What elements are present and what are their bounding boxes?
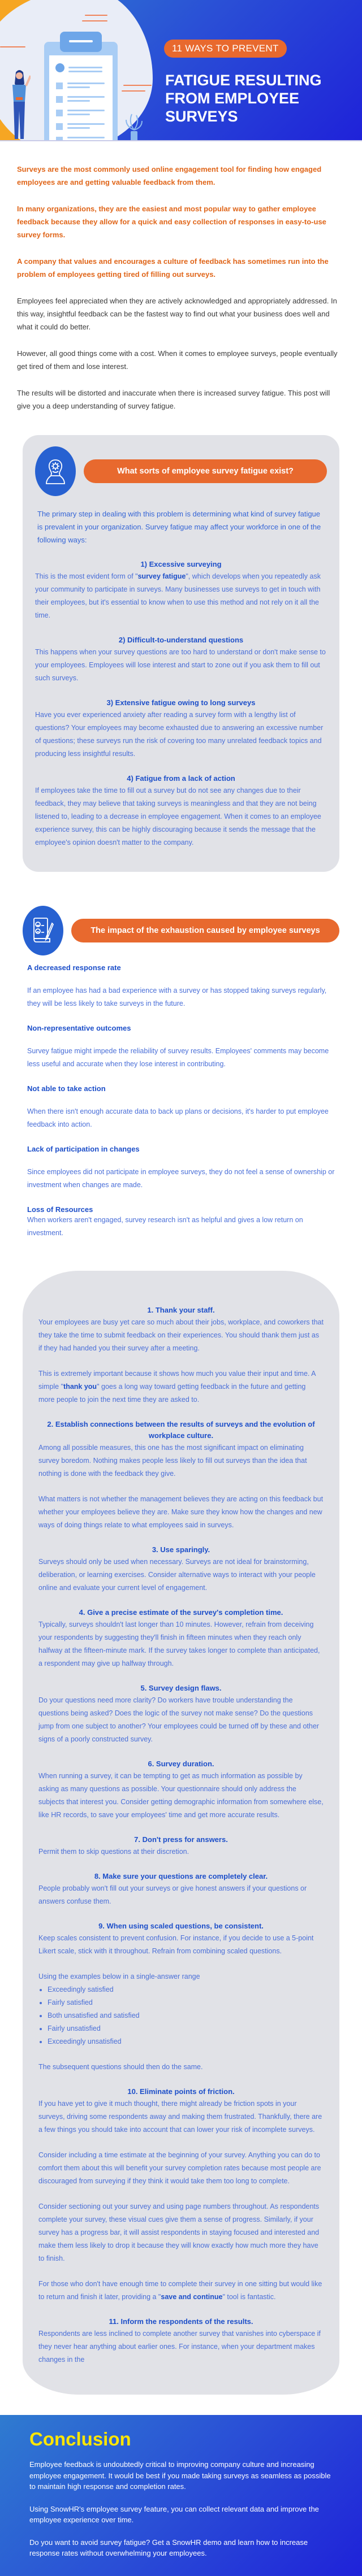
- intro-highlight: Surveys are the most commonly used online engagement tool for finding how engaged employees are and getting valuable feedback from them.: [17, 165, 322, 186]
- intro-highlight: In many organizations, they are the easiest and most popular way to gather employee feedback because they allow for a quick and easy collection of responses in easy-to-use survey forms.: [17, 205, 326, 239]
- conclusion-paragraph: Do you want to avoid survey fatigue? Get a SnowHR demo and learn how to increase response rates without overwhelming your employees.: [29, 2538, 308, 2557]
- tip-item: [38, 1834, 324, 1858]
- intro-section: [0, 141, 362, 412]
- decorative-dash: [123, 85, 152, 86]
- conclusion-paragraph: Employee feedback is undoubtedly critical to improving company culture and increasing employee engagement. It would be best if you made taking surveys as seamless as possible to maintain high response and completion rates.: [29, 2460, 331, 2491]
- avatar-icon: [55, 63, 64, 72]
- conclusion-section: [0, 2415, 362, 2576]
- item-title: 2) Difficult-to-understand questions: [118, 636, 244, 644]
- tip-title: 6. Survey duration.: [148, 1760, 214, 1768]
- clipboard-illustration: [44, 42, 118, 141]
- tip-list-intro: Using the examples below in a single-answer range: [38, 1973, 200, 1980]
- card-header: [35, 446, 327, 496]
- tip-body: Consider including a time estimate at the beginning of your survey. Anything you can do to comfort them about this will benefit your survey completion rates because most people are discouraged from surveying if they think it would take them too long to complete.: [38, 2151, 321, 2185]
- intro-paragraph: The results will be distorted and inaccurate when there is increased survey fatigue. This post will give you a deep understanding of survey fatigue.: [17, 389, 330, 410]
- fatigue-types-card: [23, 435, 339, 872]
- tip-title: 3. Use sparingly.: [152, 1545, 210, 1554]
- intro-paragraph: However, all good things come with a cost. When it comes to employee surveys, people eventually get tired of them and lose interest.: [17, 349, 338, 371]
- tip-body: If you have yet to give it much thought, there might already be friction spots in your surveys, driving some respondents away and making them frustrated. Thankfully, there are a few things you should take into account that can lower your risk of incomplete surveys.: [38, 2100, 322, 2134]
- tip-item: [38, 1607, 324, 1670]
- tip-body: Your employees are busy yet care so much about their jobs, workplace, and coworkers that they take the time to submit feedback on their experiences. You should thank them just as if they had handed you their survey after a meeting.: [38, 1318, 324, 1352]
- tip-body: This is extremely important because it shows how much you value their input and time. A simple "thank you" goes a long way toward getting feedback in the future and getting more people to join the next time they are asked to.: [38, 1370, 316, 1404]
- tip-title: 9. When using scaled questions, be consistent.: [98, 1922, 264, 1930]
- impact-header: [23, 906, 339, 955]
- hero-badge: 11 WAYS TO PREVENT: [164, 40, 287, 58]
- fatigue-type-item: [35, 773, 327, 849]
- page-title: FATIGUE RESULTING FROM EMPLOYEE SURVEYS: [165, 72, 322, 125]
- impact-item-title: Non-representative outcomes: [27, 1024, 131, 1032]
- fatigue-type-item: [35, 635, 327, 685]
- tip-body: Surveys should only be used when necessary. Surveys are not ideal for brainstorming, deliberation, or learning exercises. Consider alternative ways to interact with your people online and evaluate your current level of engagement.: [38, 1558, 316, 1592]
- decorative-dash: [0, 46, 25, 47]
- item-title: 4) Fatigue from a lack of action: [127, 774, 235, 783]
- tip-item: [38, 1683, 324, 1746]
- list-item: • Exceedingly satisfied: [48, 1983, 324, 1996]
- list-item: • Fairly unsatisfied: [48, 2022, 324, 2035]
- tip-title: 1. Thank your staff.: [147, 1306, 215, 1314]
- conclusion-heading: Conclusion: [29, 2429, 131, 2449]
- tip-item: [38, 1921, 324, 2074]
- tip-body: When running a survey, it can be tempting to get as much information as possible by asking as many questions as possible. Your questionnaire should only address the subjects that interest you. Consider getting demographic information from somewhere else, like HR records, to save your employees' time and get more accurate results.: [38, 1772, 324, 1819]
- tip-body: Permit them to skip questions at their discretion.: [38, 1848, 189, 1856]
- tip-item: [38, 2086, 324, 2304]
- tip-item: [38, 1758, 324, 1822]
- plant-illustration: [126, 113, 143, 141]
- decorative-dash: [85, 15, 107, 16]
- impact-item-body: When workers aren't engaged, survey research isn't as helpful and gives a low return on investment.: [27, 1216, 303, 1237]
- fatigue-type-item: [35, 697, 327, 761]
- tip-body: Among all possible measures, this one has the most significant impact on eliminating survey boredom. Nothing makes people less likely to fill out surveys than the idea that nothing is done with the feedback they give.: [38, 1444, 307, 1478]
- tip-body: People probably won't fill out your surveys or give honest answers if your questions or answers confuse them.: [38, 1884, 307, 1905]
- conclusion-paragraph: Using SnowHR's employee survey feature, you can collect relevant data and improve the employee experience over time.: [29, 2504, 319, 2524]
- tip-item: [38, 1544, 324, 1595]
- tip-title: 8. Make sure your questions are completely clear.: [94, 1872, 268, 1880]
- impact-item-body: Survey fatigue might impede the reliability of survey results. Employees' comments may become less useful and accurate when they lose interest in contributing.: [27, 1047, 329, 1068]
- tip-item: [38, 1305, 324, 1406]
- tip-item: [38, 1419, 324, 1532]
- impact-item-title: Lack of participation in changes: [27, 1145, 140, 1153]
- fatigue-type-item: [35, 559, 327, 622]
- item-body: This is the most evident form of "survey fatigue", which develops when you repeatedly ask your community to participate in surveys. Many businesses use surveys to get in touch with their employees, but it's essential to know when to use this method and not rely on it all the time.: [35, 572, 321, 619]
- tip-body: Consider sectioning out your survey and using page numbers throughout. As respondents complete your survey, these visual cues give them a sense of progress. Similarly, if your survey has a progress bar, it will assist respondents in staying focused and interested and make them less likely to drop it because they will know exactly how much more they have to finish.: [38, 2203, 320, 2262]
- impact-item-body: Since employees did not participate in employee surveys, they do not feel a sense of ownership or investment when changes are made.: [27, 1168, 335, 1189]
- decorative-dash: [122, 90, 145, 92]
- section-lead: The primary step in dealing with this problem is determining what kind of survey fatigue is prevalent in your organization. Survey fatigue may affect your workforce in one of the following ways:: [37, 510, 321, 544]
- item-title: 3) Extensive fatigue owing to long surveys: [106, 698, 256, 707]
- item-body: If employees take the time to fill out a survey but do not see any changes due to their feedback, they may believe that taking surveys is meaningless and that they are not being listened to, leading to a decrease in employee engagement. When it comes to an employee experience survey, this can be highly discouraging because it sends the message that the employee's opinion doesn't matter to the company.: [35, 787, 321, 846]
- likert-scale-list: [48, 1983, 324, 2048]
- tip-title: 2. Establish connections between the results of surveys and the evolution of workplace culture.: [47, 1420, 315, 1440]
- hero-banner: [0, 0, 362, 141]
- tip-body: For those who don't have enough time to complete their survey in one sitting but would like to return and finish it later, providing a "save and continue" tool is fantastic.: [38, 2280, 322, 2301]
- clipboard-paper: [49, 55, 113, 141]
- section-heading-pill: What sorts of employee survey fatigue exist?: [84, 459, 327, 483]
- list-item: • Exceedingly unsatisfied: [48, 2035, 324, 2048]
- item-title: 1) Excessive surveying: [140, 560, 222, 568]
- impact-item-body: When there isn't enough accurate data to back up plans or decisions, it's harder to put employee feedback into action.: [27, 1107, 329, 1128]
- intro-highlight: A company that values and encourages a culture of feedback has sometimes run into the problem of employees getting tired of filling out surveys.: [17, 257, 329, 279]
- clipboard-clip: [60, 32, 102, 52]
- tip-title: 7. Don't press for answers.: [134, 1835, 228, 1844]
- tip-body: What matters is not whether the management believes they are acting on this feedback but whether your employees believe they are. Make sure they know how the changes and new ways of doing things relate to what employees said in surveys.: [38, 1495, 324, 1529]
- prevention-tips-card: [23, 1271, 339, 2395]
- tip-title: 11. Inform the respondents of the results.: [109, 2317, 253, 2326]
- decorative-dash: [82, 20, 107, 21]
- impact-item-title: A decreased response rate: [27, 963, 121, 972]
- impact-item-body: If an employee has had a bad experience with a survey or has stopped taking surveys regularly, they will be less likely to take surveys in the future.: [27, 987, 327, 1007]
- item-body: This happens when your survey questions are too hard to understand or don't make sense to your employees. Employees will lose interest and start to zone out if you ask them to fill out such surveys.: [35, 648, 326, 682]
- impact-item-title: Loss of Resources: [27, 1205, 93, 1214]
- impact-section: [0, 906, 362, 1240]
- person-gear-head-icon: [35, 446, 76, 496]
- tip-body: Do your questions need more clarity? Do workers have trouble understanding the questions being asked? Does the logic of the survey not make sense? Do the questions jump from one subject to another? Your employees could be turned off by these and other signs of a poorly constructed survey.: [38, 1696, 319, 1743]
- impact-item-title: Not able to take action: [27, 1084, 106, 1093]
- tip-title: 10. Eliminate points of friction.: [127, 2087, 235, 2096]
- tip-title: 5. Survey design flaws.: [140, 1684, 222, 1692]
- list-item: • Fairly satisfied: [48, 1996, 324, 2009]
- intro-paragraph: Employees feel appreciated when they are actively acknowledged and appropriately addressed. In this way, insightful feedback can be the fastest way to find out what your business does well and what it could do better.: [17, 297, 337, 331]
- woman-illustration: [8, 68, 31, 141]
- list-item: • Both unsatisfied and satisfied: [48, 2009, 324, 2022]
- tip-title: 4. Give a precise estimate of the survey's completion time.: [79, 1608, 283, 1617]
- tip-body: Keep scales consistent to prevent confusion. For instance, if you decide to use a 5-point Likert scale, stick with it throughout. Refrain from combining scaled questions.: [38, 1934, 314, 1955]
- tip-item: [38, 2316, 324, 2366]
- survey-sheet-with-pen-icon: [23, 906, 63, 955]
- tip-body: Typically, surveys shouldn't last longer than 10 minutes. However, refrain from deceiving your respondents by suggesting they'll finish in fifteen minutes when they reach only halfway at the fifteen-minute mark. If the survey takes longer to complete than anticipated, a respondent may give up halfway through.: [38, 1621, 320, 1667]
- tip-body: The subsequent questions should then do the same.: [38, 2063, 203, 2071]
- tip-body: Respondents are less inclined to complete another survey that vanishes into cyberspace if they never hear anything about earlier ones. For instance, when your department makes changes in the: [38, 2330, 321, 2364]
- item-body: Have you ever experienced anxiety after reading a survey form with a lengthy list of questions? Your employees may become exhausted due to answering an excessive number of questions; these surveys run the risk of covering too many unrelated feedback topics and producing less insightful results.: [35, 711, 324, 758]
- tip-item: [38, 1871, 324, 1908]
- section-heading-pill: The impact of the exhaustion caused by employee surveys: [71, 919, 339, 942]
